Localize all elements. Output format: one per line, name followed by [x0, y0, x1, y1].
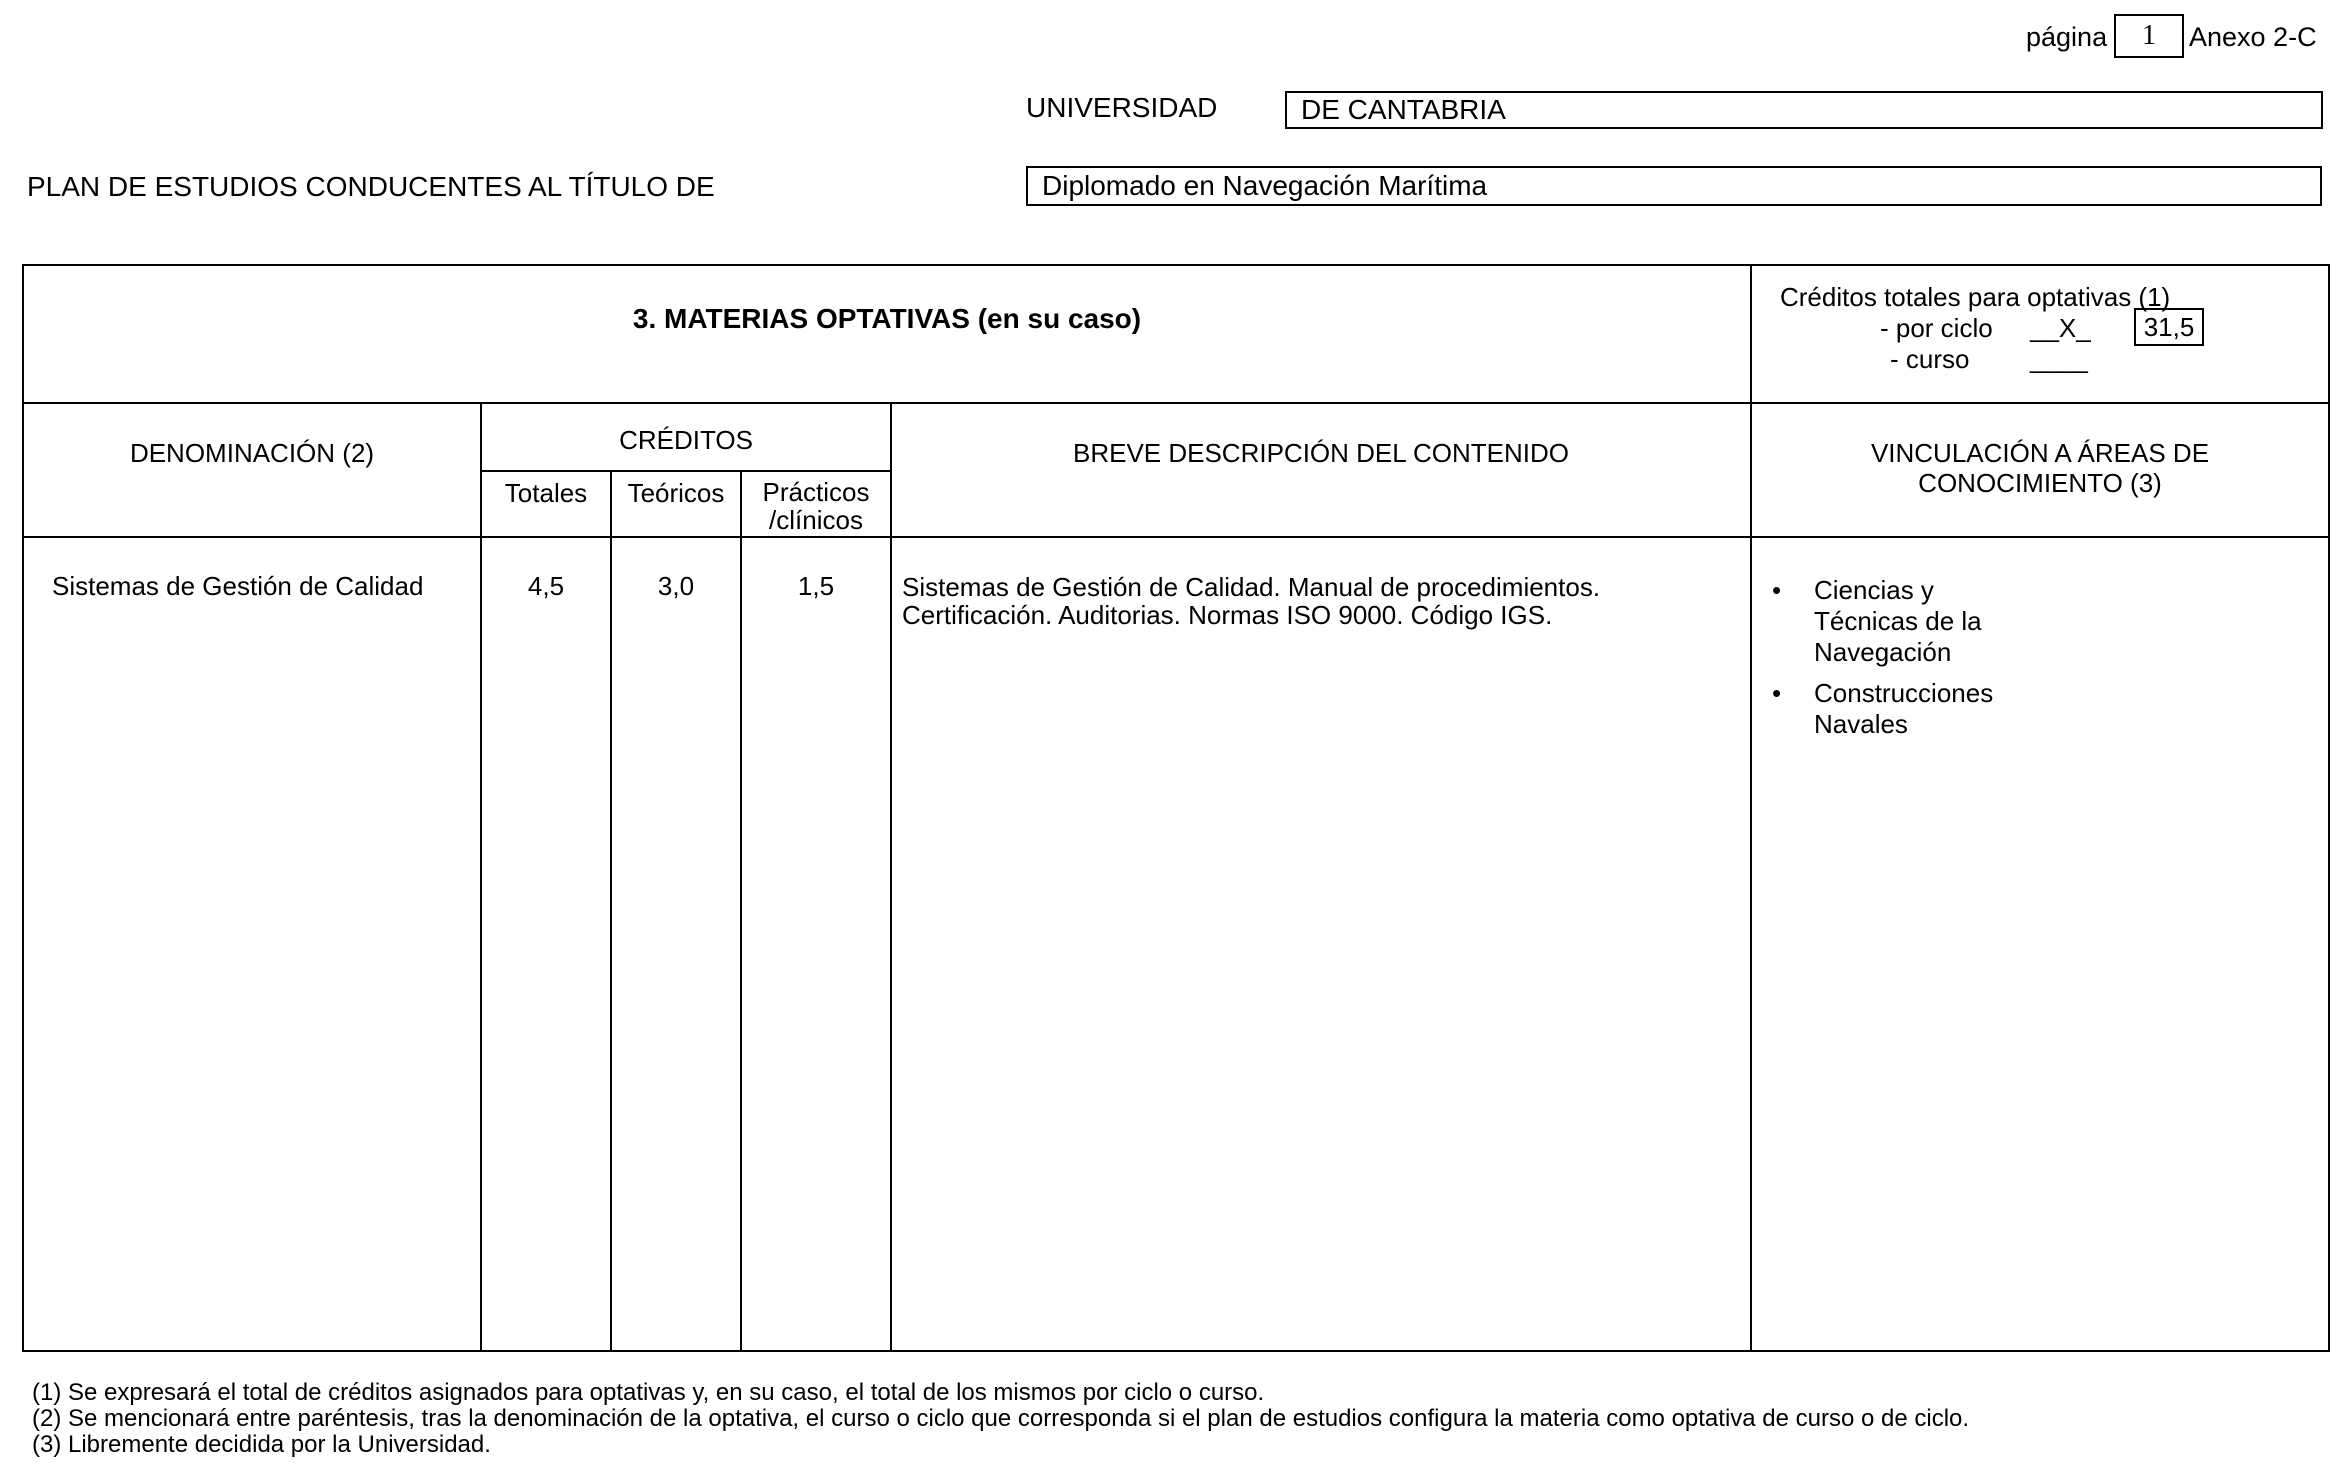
header-practical-line1: Prácticos — [762, 477, 870, 507]
cell-description — [902, 573, 1600, 629]
header-theoretical: Teóricos — [627, 478, 725, 508]
per-course-mark: ____ — [2030, 344, 2088, 374]
header-practical-line2: /clínicos — [769, 505, 863, 535]
university-label: UNIVERSIDAD — [1026, 92, 1218, 123]
col-divider-totals — [610, 470, 612, 1352]
header-denomination: DENOMINACIÓN (2) — [129, 438, 375, 468]
header-totals: Totales — [504, 478, 588, 508]
col-divider-practical — [890, 402, 892, 1352]
cell-denomination: Sistemas de Gestión de Calidad — [52, 571, 424, 601]
per-cycle-value-box — [2134, 308, 2204, 346]
plan-value: Diplomado en Navegación Marítima — [1042, 170, 1488, 201]
per-course-label: - curso — [1890, 344, 1970, 374]
page-label: página — [2026, 22, 2108, 52]
col-divider-denomination — [480, 402, 482, 1352]
header-areas-line2: CONOCIMIENTO (3) — [1918, 468, 2162, 498]
cell-practical: 1,5 — [797, 571, 835, 601]
plan-value-box — [1026, 166, 2322, 206]
header-row-divider — [22, 536, 2330, 538]
credits-total-label: Créditos totales para optativas (1) — [1780, 282, 2171, 312]
header-practical — [742, 478, 890, 534]
footnotes — [32, 1380, 1969, 1458]
footnote-3: (3) Libremente decidida por la Universidad. — [32, 1431, 491, 1458]
section-title: 3. MATERIAS OPTATIVAS (en su caso) — [632, 303, 1142, 334]
col-divider-areas — [1750, 264, 1752, 1352]
header-credits: CRÉDITOS — [619, 425, 753, 455]
header-description: BREVE DESCRIPCIÓN DEL CONTENIDO — [1072, 438, 1569, 468]
cell-areas-list — [1772, 575, 1993, 750]
area-item: • Construcciones Navales — [1772, 678, 1993, 740]
cell-totals: 4,5 — [527, 571, 565, 601]
footnote-1: (1) Se expresará el total de créditos asignados para optativas y, en su caso, el total de los mismos por ciclo o curso. — [32, 1379, 1265, 1406]
header-areas — [1752, 438, 2328, 498]
title-row-divider — [22, 402, 2330, 404]
per-cycle-value: 31,5 — [2143, 312, 2195, 342]
col-divider-theoretical — [740, 470, 742, 1352]
page-number-box: 1 — [2114, 14, 2184, 58]
annex-label: Anexo 2-C — [2189, 22, 2317, 52]
cell-theoretical: 3,0 — [657, 571, 695, 601]
per-cycle-mark: __X_ — [2030, 313, 2091, 343]
per-cycle-label: - por ciclo — [1880, 313, 1993, 343]
plan-label: PLAN DE ESTUDIOS CONDUCENTES AL TÍTULO DE — [27, 171, 715, 202]
university-value-box — [1285, 91, 2323, 129]
area-item: • Ciencias y Técnicas de la Navegación — [1772, 575, 1993, 668]
university-value: DE CANTABRIA — [1301, 94, 1506, 125]
description-line1: Sistemas de Gestión de Calidad. Manual de procedimientos. — [902, 572, 1601, 602]
header-areas-line1: VINCULACIÓN A ÁREAS DE — [1870, 438, 2210, 468]
credits-subheader-divider — [480, 470, 890, 472]
optatives-table — [22, 264, 2330, 1352]
description-line2: Certificación. Auditorias. Normas ISO 9000. Código IGS. — [902, 600, 1553, 630]
footnote-2: (2) Se mencionará entre paréntesis, tras la denominación de la optativa, el curso o ciclo que corresponda si el plan de estudios configura la materia como optativa de curso o de ciclo. — [32, 1405, 1970, 1432]
